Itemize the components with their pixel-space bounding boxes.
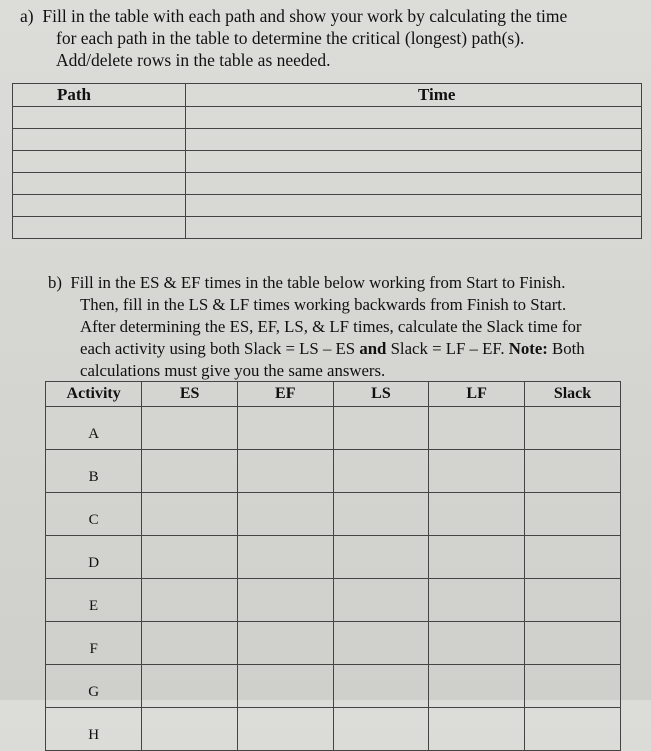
ef-header: EF bbox=[237, 382, 333, 407]
path-cell[interactable] bbox=[13, 195, 186, 217]
ls-cell[interactable] bbox=[333, 407, 429, 450]
table-row bbox=[46, 579, 621, 622]
activity-cell: B bbox=[46, 450, 142, 493]
part-b-label: b) bbox=[48, 273, 62, 292]
ls-cell[interactable] bbox=[333, 708, 429, 751]
table-row bbox=[46, 665, 621, 708]
table-row bbox=[13, 151, 642, 173]
activity-cell: A bbox=[46, 407, 142, 450]
path-table-header-row bbox=[13, 84, 642, 107]
ef-cell[interactable] bbox=[237, 579, 333, 622]
ef-cell[interactable] bbox=[237, 622, 333, 665]
ls-cell[interactable] bbox=[333, 579, 429, 622]
ef-cell[interactable] bbox=[237, 708, 333, 751]
table-row bbox=[46, 708, 621, 751]
slack-cell[interactable] bbox=[524, 579, 620, 622]
table-row bbox=[46, 407, 621, 450]
part-b-instructions bbox=[48, 272, 585, 382]
slack-cell[interactable] bbox=[524, 708, 620, 751]
ef-cell[interactable] bbox=[237, 536, 333, 579]
time-header: Time bbox=[186, 84, 642, 107]
lf-cell[interactable] bbox=[429, 536, 525, 579]
part-b-line-4: each activity using both Slack = LS – ES and Slack = LF – EF. Note: Both bbox=[80, 339, 585, 358]
activity-cell: E bbox=[46, 579, 142, 622]
activity-cell: D bbox=[46, 536, 142, 579]
lf-cell[interactable] bbox=[429, 407, 525, 450]
table-row bbox=[46, 450, 621, 493]
part-b-line-2: Then, fill in the LS & LF times working backwards from Finish to Start. bbox=[80, 295, 567, 314]
es-cell[interactable] bbox=[142, 450, 238, 493]
ef-cell[interactable] bbox=[237, 450, 333, 493]
slack-cell[interactable] bbox=[524, 450, 620, 493]
es-cell[interactable] bbox=[142, 622, 238, 665]
ls-header: LS bbox=[333, 382, 429, 407]
part-b-line-1: b) Fill in the ES & EF times in the table below working from Start to Finish. bbox=[48, 273, 566, 292]
activity-times-table bbox=[45, 381, 621, 751]
part-a-label: a) bbox=[20, 6, 34, 26]
es-cell[interactable] bbox=[142, 708, 238, 751]
lf-cell[interactable] bbox=[429, 708, 525, 751]
slack-cell[interactable] bbox=[524, 665, 620, 708]
slack-cell[interactable] bbox=[524, 493, 620, 536]
slack-cell[interactable] bbox=[524, 536, 620, 579]
es-cell[interactable] bbox=[142, 665, 238, 708]
ef-cell[interactable] bbox=[237, 407, 333, 450]
es-cell[interactable] bbox=[142, 407, 238, 450]
table-row bbox=[13, 195, 642, 217]
table-row bbox=[46, 493, 621, 536]
lf-cell[interactable] bbox=[429, 579, 525, 622]
time-cell[interactable] bbox=[186, 217, 642, 239]
ls-cell[interactable] bbox=[333, 665, 429, 708]
part-a-line-3: Add/delete rows in the table as needed. bbox=[56, 50, 331, 70]
path-header: Path bbox=[13, 84, 186, 107]
ls-cell[interactable] bbox=[333, 622, 429, 665]
es-header: ES bbox=[142, 382, 238, 407]
part-b-line-3: After determining the ES, EF, LS, & LF times, calculate the Slack time for bbox=[80, 317, 582, 336]
ls-cell[interactable] bbox=[333, 493, 429, 536]
slack-header: Slack bbox=[524, 382, 620, 407]
time-cell[interactable] bbox=[186, 129, 642, 151]
activity-cell: F bbox=[46, 622, 142, 665]
lf-header: LF bbox=[429, 382, 525, 407]
lf-cell[interactable] bbox=[429, 450, 525, 493]
path-cell[interactable] bbox=[13, 173, 186, 195]
activity-cell: C bbox=[46, 493, 142, 536]
lf-cell[interactable] bbox=[429, 665, 525, 708]
time-cell[interactable] bbox=[186, 107, 642, 129]
ef-cell[interactable] bbox=[237, 665, 333, 708]
es-cell[interactable] bbox=[142, 536, 238, 579]
lf-cell[interactable] bbox=[429, 493, 525, 536]
table-row bbox=[13, 129, 642, 151]
table-row bbox=[46, 536, 621, 579]
part-a-line-2: for each path in the table to determine the critical (longest) path(s). bbox=[56, 28, 525, 48]
es-cell[interactable] bbox=[142, 579, 238, 622]
activity-header: Activity bbox=[46, 382, 142, 407]
time-cell[interactable] bbox=[186, 195, 642, 217]
part-b-line-5: calculations must give you the same answers. bbox=[80, 361, 386, 380]
slack-cell[interactable] bbox=[524, 407, 620, 450]
ls-cell[interactable] bbox=[333, 450, 429, 493]
part-a-instructions bbox=[20, 5, 567, 71]
lf-cell[interactable] bbox=[429, 622, 525, 665]
table-row bbox=[13, 173, 642, 195]
part-a-line-1: a) Fill in the table with each path and show your work by calculating the time bbox=[20, 6, 568, 26]
path-cell[interactable] bbox=[13, 151, 186, 173]
activity-cell: H bbox=[46, 708, 142, 751]
activity-cell: G bbox=[46, 665, 142, 708]
table-row bbox=[46, 622, 621, 665]
slack-cell[interactable] bbox=[524, 622, 620, 665]
activity-table-header-row bbox=[46, 382, 621, 407]
ls-cell[interactable] bbox=[333, 536, 429, 579]
time-cell[interactable] bbox=[186, 151, 642, 173]
table-row bbox=[13, 107, 642, 129]
path-cell[interactable] bbox=[13, 129, 186, 151]
table-row bbox=[13, 217, 642, 239]
path-time-table bbox=[12, 83, 642, 239]
ef-cell[interactable] bbox=[237, 493, 333, 536]
es-cell[interactable] bbox=[142, 493, 238, 536]
path-cell[interactable] bbox=[13, 217, 186, 239]
time-cell[interactable] bbox=[186, 173, 642, 195]
path-cell[interactable] bbox=[13, 107, 186, 129]
